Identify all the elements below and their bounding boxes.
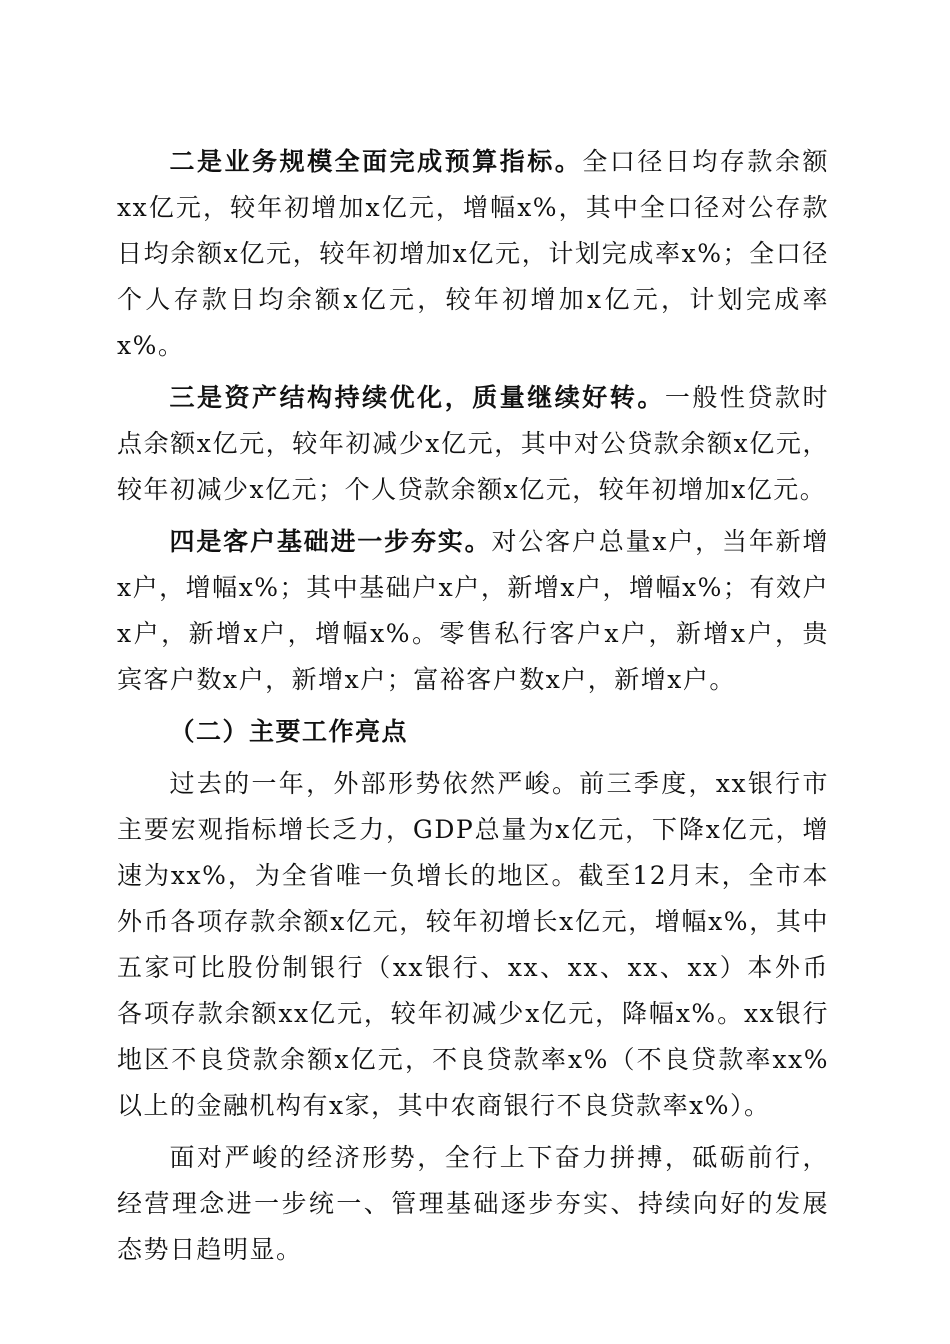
- paragraph-lead: 四是客户基础进一步夯实。: [169, 527, 492, 556]
- paragraph-conclusion: 面对严峻的经济形势，全行上下奋力拼搏，砥砺前行，经营理念进一步统一、管理基础逐步夯实、持续向好的发展态势日趋明显。: [117, 1143, 829, 1264]
- paragraph-external-situation: 过去的一年，外部形势依然严峻。前三季度，xx银行市主要宏观指标增长乏力，GDP总量为x亿元，下降x亿元，增速为xx%，为全省唯一负增长的地区。截至12月末，全市本外币各项存款余额x亿元，较年初增长x亿元，增幅x%，其中五家可比股份制银行（xx银行、xx、xx、xx、xx）本外币各项存款余额xx亿元，较年初减少x亿元，降幅x%。xx银行地区不良贷款余额x亿元，不良贷款率x%（不良贷款率xx%以上的金融机构有x家，其中农商银行不良贷款率x%）。: [117, 769, 829, 1120]
- paragraph-lead: 三是资产结构持续优化，质量继续好转。: [169, 383, 665, 412]
- paragraph-asset-structure: [117, 375, 829, 513]
- document-body: [117, 139, 829, 1273]
- paragraph-text: 对公客户总量x户，当年新增x户，增幅x%；其中基础户x户，新增x户，增幅x%；有效户x户，新增x户，增幅x%。零售私行客户x户，新增x户，贵宾客户数x户，新增x户；富裕客户数x户，新增x户。: [117, 527, 829, 694]
- paragraph-text: 一般性贷款时点余额x亿元，较年初减少x亿元，其中对公贷款余额x亿元，较年初减少x亿元；个人贷款余额x亿元，较年初增加x亿元。: [117, 383, 829, 504]
- section-heading: （二）主要工作亮点: [169, 717, 409, 746]
- paragraph-text: 全口径日均存款余额xx亿元，较年初增加x亿元，增幅x%，其中全口径对公存款日均余额x亿元，较年初增加x亿元，计划完成率x%；全口径个人存款日均余额x亿元，较年初增加x亿元，计划完成率x%。: [117, 147, 829, 360]
- paragraph-lead: 二是业务规模全面完成预算指标。: [169, 147, 583, 176]
- paragraph-business-scale: [117, 139, 829, 369]
- paragraph-customer-base: [117, 519, 829, 703]
